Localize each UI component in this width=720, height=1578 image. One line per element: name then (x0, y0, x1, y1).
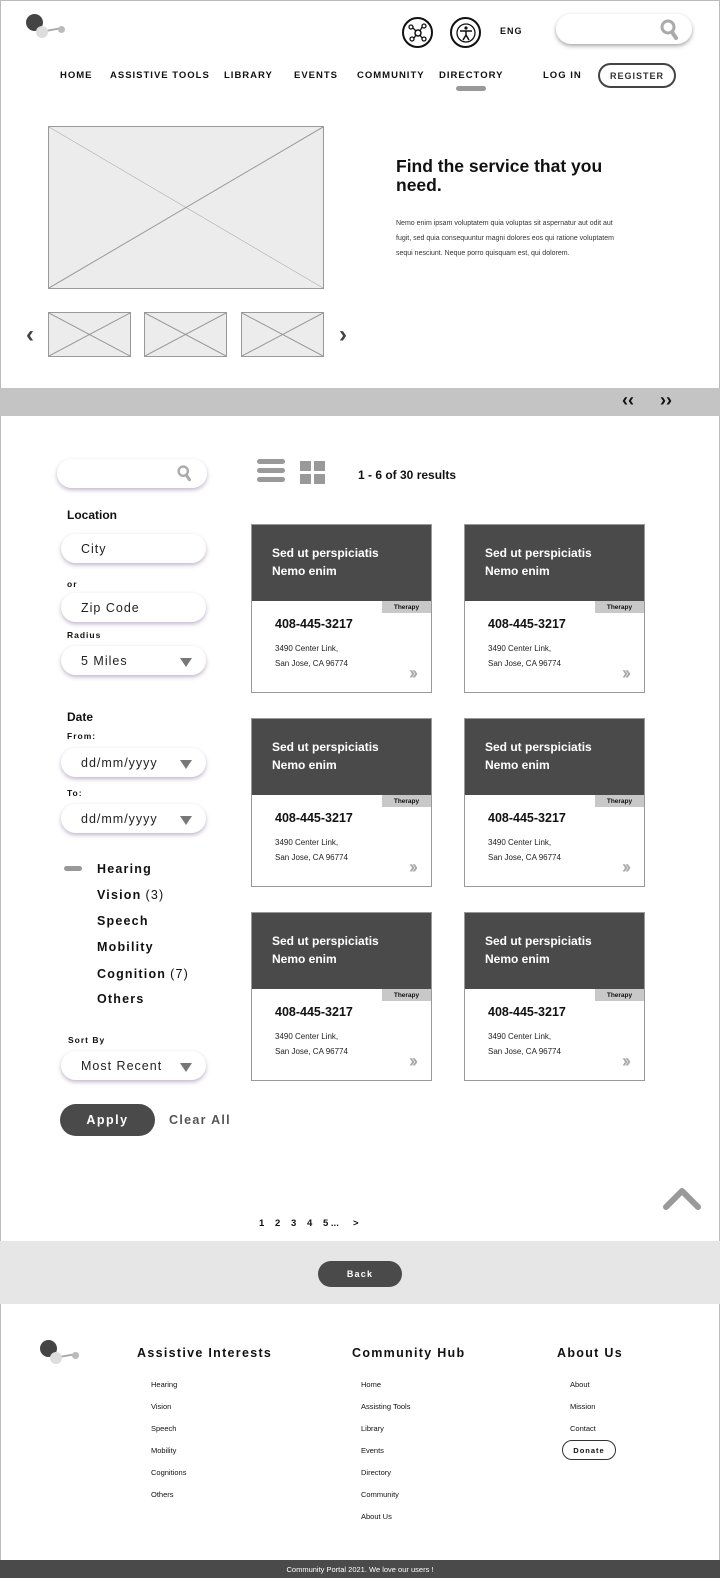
footer-link[interactable]: About Us (361, 1512, 392, 1521)
footer-link[interactable]: Directory (361, 1468, 392, 1477)
footer-about-us-heading: About Us (557, 1346, 623, 1360)
card-address: 3490 Center Link, San Jose, CA 96774 (488, 644, 561, 668)
footer-link[interactable]: Mobility (151, 1446, 177, 1455)
footer-link[interactable]: Speech (151, 1424, 177, 1433)
register-button[interactable]: REGISTER (598, 63, 676, 88)
footer-assistive-interests-heading: Assistive Interests (137, 1346, 273, 1360)
login-link[interactable]: LOG IN (543, 70, 582, 81)
card-more-icon[interactable]: ›› (622, 1051, 628, 1071)
footer-link[interactable]: Hearing (151, 1380, 178, 1389)
card-more-icon[interactable]: ›› (622, 663, 628, 683)
card-phone: 408-445-3217 (488, 1005, 566, 1019)
card-phone: 408-445-3217 (488, 617, 566, 631)
header-search-input[interactable] (556, 14, 692, 44)
card-title: Sed ut perspiciatis Nemo enim (252, 913, 431, 989)
category-mobility[interactable]: Mobility (97, 940, 154, 954)
category-vision[interactable]: Vision (3) (97, 888, 165, 902)
copyright-bar: Community Portal 2021. We love our users ! (0, 1560, 720, 1578)
language-selector[interactable]: ENG (500, 26, 523, 36)
footer-link[interactable]: Mission (570, 1402, 596, 1411)
search-icon[interactable] (177, 465, 191, 482)
card-tag: Therapy (595, 795, 644, 807)
carousel-prev-icon[interactable]: ‹ (26, 321, 34, 348)
footer-link[interactable]: About (570, 1380, 590, 1389)
hero-title: Find the service that you need. (396, 156, 603, 195)
accessibility-icon[interactable] (450, 17, 481, 48)
card-more-icon[interactable]: ›› (409, 857, 415, 877)
result-card[interactable] (464, 718, 645, 887)
chevron-down-icon (180, 760, 192, 769)
result-card[interactable] (464, 524, 645, 693)
scroll-to-top-icon[interactable] (662, 1185, 702, 1211)
nav-assistive-tools[interactable]: ASSISTIVE TOOLS (110, 70, 210, 81)
carousel-next-icon[interactable]: › (339, 321, 347, 348)
back-button[interactable]: Back (318, 1261, 402, 1287)
active-nav-indicator (456, 86, 486, 91)
date-to-value: dd/mm/yyyy (81, 811, 158, 826)
date-from-value: dd/mm/yyyy (81, 755, 158, 770)
category-others[interactable]: Others (97, 992, 145, 1006)
sort-by-label: Sort By (68, 1035, 106, 1045)
radius-label: Radius (67, 630, 102, 640)
collapse-icon[interactable] (64, 866, 82, 871)
card-tag: Therapy (595, 989, 644, 1001)
to-label: To: (67, 788, 83, 798)
card-title: Sed ut perspiciatis Nemo enim (465, 525, 644, 601)
footer-link[interactable]: Assisting Tools (361, 1402, 411, 1411)
chevron-down-icon (180, 816, 192, 825)
footer-link[interactable]: Cognitions (151, 1468, 187, 1477)
city-input[interactable]: City (61, 534, 206, 563)
date-label: Date (67, 710, 94, 724)
page-1[interactable]: 1 (259, 1218, 265, 1229)
card-address: 3490 Center Link, San Jose, CA 96774 (488, 1032, 561, 1056)
page-3[interactable]: 3 (291, 1218, 297, 1229)
card-tag: Therapy (382, 795, 431, 807)
page-4[interactable]: 4 (307, 1218, 313, 1229)
card-address: 3490 Center Link, San Jose, CA 96774 (275, 644, 348, 668)
result-card[interactable] (251, 524, 432, 693)
band-prev-icon[interactable]: ‹‹ (622, 390, 634, 410)
card-phone: 408-445-3217 (488, 811, 566, 825)
section-divider-band (0, 388, 720, 416)
card-address: 3490 Center Link, San Jose, CA 96774 (488, 838, 561, 862)
band-next-icon[interactable]: ›› (660, 390, 672, 410)
location-label: Location (67, 508, 117, 522)
result-card[interactable] (464, 912, 645, 1081)
footer-link[interactable]: Library (361, 1424, 384, 1433)
result-card[interactable] (251, 912, 432, 1081)
or-label: or (67, 579, 78, 589)
result-card[interactable] (251, 718, 432, 887)
thumbnail-placeholder[interactable] (144, 312, 227, 357)
results-count: 1 - 6 of 30 results (358, 468, 457, 482)
list-view-icon[interactable] (257, 459, 285, 486)
card-phone: 408-445-3217 (275, 1005, 353, 1019)
card-more-icon[interactable]: ›› (409, 1051, 415, 1071)
footer-community-hub-heading: Community Hub (352, 1346, 466, 1360)
card-address: 3490 Center Link, San Jose, CA 96774 (275, 838, 348, 862)
footer-link[interactable]: Community (361, 1490, 399, 1499)
thumbnail-placeholder[interactable] (241, 312, 324, 357)
nav-directory[interactable]: DIRECTORY (439, 70, 504, 81)
category-hearing[interactable]: Hearing (97, 862, 152, 876)
clear-all-button[interactable]: Clear All (169, 1113, 231, 1127)
date-from-input[interactable] (61, 748, 206, 777)
category-speech[interactable]: Speech (97, 914, 149, 928)
card-tag: Therapy (382, 989, 431, 1001)
apply-button[interactable]: Apply (60, 1104, 155, 1136)
thumbnail-placeholder[interactable] (48, 312, 131, 357)
footer-link[interactable]: Home (361, 1380, 382, 1389)
radius-value: 5 Miles (81, 653, 128, 668)
next-page[interactable]: > (353, 1218, 359, 1229)
grid-view-icon[interactable] (300, 461, 325, 485)
search-icon[interactable] (660, 19, 678, 41)
filter-search-input[interactable] (57, 459, 207, 488)
site-logo[interactable] (24, 12, 68, 44)
card-more-icon[interactable]: ›› (409, 663, 415, 683)
card-title: Sed ut perspiciatis Nemo enim (252, 719, 431, 795)
category-cognition[interactable]: Cognition (7) (97, 967, 190, 981)
date-to-input[interactable] (61, 804, 206, 833)
card-address: 3490 Center Link, San Jose, CA 96774 (275, 1032, 348, 1056)
radius-select[interactable] (61, 646, 206, 675)
chevron-down-icon (180, 1063, 192, 1072)
network-icon[interactable] (402, 17, 433, 48)
from-label: From: (67, 731, 97, 741)
nav-events[interactable]: EVENTS (294, 70, 339, 81)
sort-select[interactable] (61, 1051, 206, 1080)
page-2[interactable]: 2 (275, 1218, 281, 1229)
card-phone: 408-445-3217 (275, 617, 353, 631)
chevron-down-icon (180, 658, 192, 667)
page-5[interactable]: 5 ... (323, 1218, 339, 1229)
footer-link[interactable]: Contact (570, 1424, 596, 1433)
zip-code-input[interactable]: Zip Code (61, 593, 206, 622)
nav-home[interactable]: HOME (60, 70, 93, 81)
card-title: Sed ut perspiciatis Nemo enim (465, 719, 644, 795)
nav-community[interactable]: COMMUNITY (357, 70, 425, 81)
card-more-icon[interactable]: ›› (622, 857, 628, 877)
nav-library[interactable]: LIBRARY (224, 70, 273, 81)
card-title: Sed ut perspiciatis Nemo enim (465, 913, 644, 989)
hero-text: Nemo enim ipsam voluptatem quia voluptas sit aspernatur aut odit aut fugit, sed quia consequuntur magni dolores eos qui ratione voluptatem sequi nesciunt. Neque porro quisquam est, qui dolorem. (396, 220, 614, 257)
footer-link[interactable]: Events (361, 1446, 384, 1455)
card-tag: Therapy (595, 601, 644, 613)
footer-logo[interactable] (38, 1338, 82, 1370)
hero-image-placeholder (48, 126, 324, 289)
card-title: Sed ut perspiciatis Nemo enim (252, 525, 431, 601)
footer-link[interactable]: Others (151, 1490, 174, 1499)
footer-link[interactable]: Vision (151, 1402, 172, 1411)
card-tag: Therapy (382, 601, 431, 613)
card-phone: 408-445-3217 (275, 811, 353, 825)
sort-value: Most Recent (81, 1058, 163, 1073)
donate-button[interactable]: Donate (562, 1440, 616, 1460)
